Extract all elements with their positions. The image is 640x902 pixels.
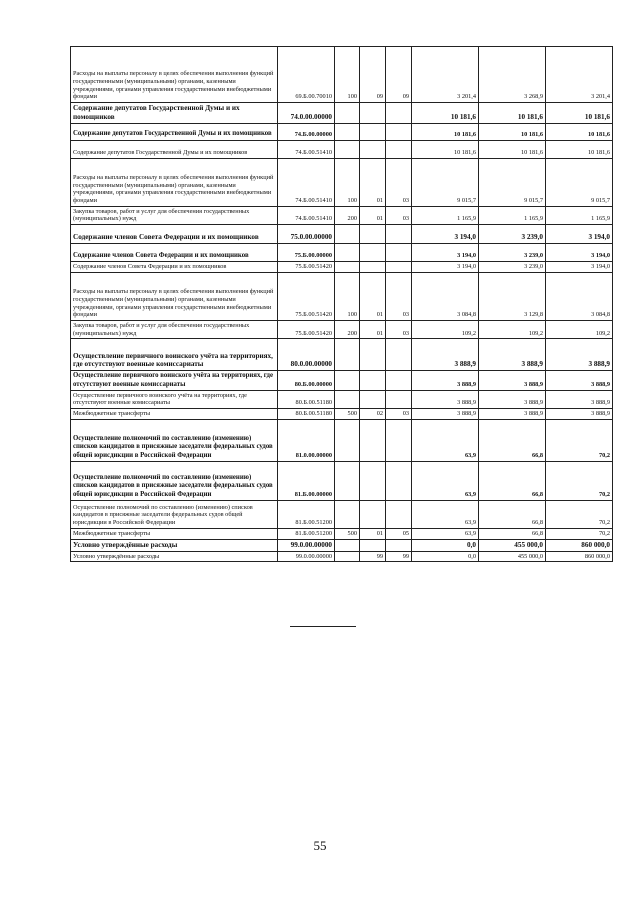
expense-name-cell: Межбюджетные трансферты [71,528,278,539]
amount-year-1-cell: 3 194,0 [412,261,479,272]
amount-year-3-cell: 860 000,0 [546,539,613,551]
subsection-cell [386,261,412,272]
target-article-code-cell: 75.Б.00.00000 [278,243,335,261]
target-article-code-cell: 80.0.00.00000 [278,339,335,371]
table-row [71,224,613,243]
expense-name-cell: Содержание депутатов Государственной Думы и их помощников [71,103,278,124]
section-cell [360,461,386,500]
expense-type-cell [335,140,360,158]
expense-name-cell: Содержание членов Совета Федерации и их помощников [71,261,278,272]
table-row [71,243,613,261]
expense-type-cell [335,243,360,261]
expense-type-cell [335,461,360,500]
expense-type-cell: 500 [335,409,360,420]
amount-year-1-cell: 10 181,6 [412,123,479,140]
amount-year-3-cell: 3 194,0 [546,261,613,272]
amount-year-2-cell: 3 239,0 [479,261,546,272]
subsection-cell [386,103,412,124]
target-article-code-cell: 81.0.00.00000 [278,419,335,461]
expense-name-cell: Содержание депутатов Государственной Думы и их помощников [71,123,278,140]
table-row [71,390,613,408]
section-cell [360,224,386,243]
section-cell: 01 [360,272,386,320]
table-row [71,272,613,320]
amount-year-3-cell: 70,2 [546,500,613,528]
target-article-code-cell: 74.Б.00.51410 [278,206,335,224]
table-row [71,409,613,420]
amount-year-3-cell: 109,2 [546,320,613,338]
expense-type-cell [335,500,360,528]
amount-year-2-cell: 9 015,7 [479,158,546,206]
section-cell [360,371,386,391]
table-row [71,500,613,528]
amount-year-2-cell: 455 000,0 [479,551,546,562]
amount-year-2-cell: 1 165,9 [479,206,546,224]
amount-year-3-cell: 10 181,6 [546,103,613,124]
amount-year-2-cell: 455 000,0 [479,539,546,551]
table-row [71,320,613,338]
section-cell [360,243,386,261]
subsection-cell: 03 [386,158,412,206]
expense-name-cell: Осуществление полномочий по составлению (изменению) списков кандидатов в присяжные заседатели федеральных судов общей юрисдикции в Российской Федерации [71,419,278,461]
expense-type-cell [335,551,360,562]
section-cell: 01 [360,206,386,224]
target-article-code-cell: 74.0.00.00000 [278,103,335,124]
amount-year-1-cell: 63,9 [412,528,479,539]
amount-year-1-cell: 3 194,0 [412,243,479,261]
subsection-cell [386,243,412,261]
section-cell [360,140,386,158]
section-cell [360,123,386,140]
table-row [71,419,613,461]
subsection-cell [386,419,412,461]
amount-year-2-cell: 10 181,6 [479,123,546,140]
section-cell [360,339,386,371]
expense-name-cell: Осуществление полномочий по составлению (изменению) списков кандидатов в присяжные заседатели федеральных судов общей юрисдикции в Российской Федерации [71,500,278,528]
target-article-code-cell: 75.0.00.00000 [278,224,335,243]
amount-year-3-cell: 3 084,8 [546,272,613,320]
amount-year-1-cell: 3 888,9 [412,339,479,371]
amount-year-3-cell: 10 181,6 [546,140,613,158]
table-body [71,47,613,562]
amount-year-2-cell: 3 888,9 [479,409,546,420]
table-row [71,339,613,371]
amount-year-3-cell: 10 181,6 [546,123,613,140]
table-row [71,123,613,140]
amount-year-3-cell: 9 015,7 [546,158,613,206]
expense-type-cell: 100 [335,158,360,206]
expense-type-cell [335,419,360,461]
amount-year-2-cell: 109,2 [479,320,546,338]
amount-year-2-cell: 10 181,6 [479,103,546,124]
expense-name-cell: Расходы на выплаты персоналу в целях обеспечения выполнения функций государственными (муниципальными) органами, казенными учреждениями, органами управления государственными внебюджетными фондами [71,158,278,206]
footnote-rule [290,626,356,627]
target-article-code-cell: 81.Б.00.51200 [278,528,335,539]
amount-year-1-cell: 63,9 [412,461,479,500]
subsection-cell [386,371,412,391]
amount-year-1-cell: 10 181,6 [412,140,479,158]
target-article-code-cell: 99.0.00.00000 [278,539,335,551]
amount-year-1-cell: 9 015,7 [412,158,479,206]
amount-year-1-cell: 3 888,9 [412,409,479,420]
amount-year-2-cell: 3 888,9 [479,390,546,408]
table-row [71,206,613,224]
amount-year-2-cell: 66,8 [479,500,546,528]
expense-name-cell: Содержание депутатов Государственной Думы и их помощников [71,140,278,158]
amount-year-3-cell: 3 194,0 [546,224,613,243]
amount-year-2-cell: 3 888,9 [479,339,546,371]
expense-name-cell: Условно утверждённые расходы [71,551,278,562]
expense-name-cell: Осуществление первичного воинского учёта на территориях, где отсутствуют военные комиссариаты [71,371,278,391]
expense-name-cell: Расходы на выплаты персоналу в целях обеспечения выполнения функций государственными (муниципальными) органами, казенными учреждениями, органами управления государственными внебюджетными фондами [71,47,278,103]
target-article-code-cell: 81.Б.00.51200 [278,500,335,528]
amount-year-1-cell: 3 888,9 [412,390,479,408]
expense-type-cell: 100 [335,47,360,103]
target-article-code-cell: 74.Б.00.00000 [278,123,335,140]
subsection-cell [386,339,412,371]
page-number: 55 [313,838,327,853]
target-article-code-cell: 75.Б.00.51420 [278,272,335,320]
amount-year-1-cell: 0,0 [412,539,479,551]
expense-name-cell: Закупка товаров, работ и услуг для обеспечения государственных (муниципальных) нужд [71,320,278,338]
table-row [71,551,613,562]
expense-name-cell: Осуществление полномочий по составлению (изменению) списков кандидатов в присяжные заседатели федеральных судов общей юрисдикции в Российской Федерации [71,461,278,500]
amount-year-3-cell: 3 888,9 [546,409,613,420]
section-cell: 01 [360,320,386,338]
subsection-cell: 03 [386,409,412,420]
section-cell [360,539,386,551]
table-row [71,158,613,206]
expense-type-cell [335,539,360,551]
amount-year-1-cell: 109,2 [412,320,479,338]
section-cell: 01 [360,158,386,206]
subsection-cell: 99 [386,551,412,562]
amount-year-3-cell: 3 201,4 [546,47,613,103]
amount-year-2-cell: 66,8 [479,461,546,500]
expense-name-cell: Межбюджетные трансферты [71,409,278,420]
amount-year-3-cell: 860 000,0 [546,551,613,562]
amount-year-3-cell: 3 888,9 [546,339,613,371]
table-row [71,528,613,539]
expense-type-cell: 100 [335,272,360,320]
amount-year-1-cell: 3 084,8 [412,272,479,320]
table-row [71,461,613,500]
expense-name-cell: Закупка товаров, работ и услуг для обеспечения государственных (муниципальных) нужд [71,206,278,224]
amount-year-2-cell: 3 888,9 [479,371,546,391]
amount-year-2-cell: 66,8 [479,419,546,461]
section-cell [360,390,386,408]
subsection-cell [386,123,412,140]
subsection-cell [386,500,412,528]
table-row [71,539,613,551]
amount-year-1-cell: 10 181,6 [412,103,479,124]
expense-name-cell: Условно утверждённые расходы [71,539,278,551]
expense-name-cell: Расходы на выплаты персоналу в целях обеспечения выполнения функций государственными (муниципальными) органами, казенными учреждениями, органами управления государственными внебюджетными фондами [71,272,278,320]
subsection-cell: 03 [386,320,412,338]
section-cell [360,103,386,124]
amount-year-2-cell: 3 239,0 [479,224,546,243]
subsection-cell [386,539,412,551]
amount-year-1-cell: 0,0 [412,551,479,562]
amount-year-3-cell: 3 888,9 [546,390,613,408]
amount-year-3-cell: 70,2 [546,461,613,500]
table-row [71,140,613,158]
subsection-cell [386,390,412,408]
amount-year-3-cell: 70,2 [546,419,613,461]
target-article-code-cell: 69.Б.00.70010 [278,47,335,103]
subsection-cell: 03 [386,206,412,224]
amount-year-3-cell: 70,2 [546,528,613,539]
target-article-code-cell: 80.Б.00.51180 [278,409,335,420]
table-row [71,47,613,103]
target-article-code-cell: 81.Б.00.00000 [278,461,335,500]
amount-year-3-cell: 3 888,9 [546,371,613,391]
amount-year-2-cell: 3 239,0 [479,243,546,261]
section-cell [360,261,386,272]
target-article-code-cell: 74.Б.00.51410 [278,158,335,206]
table-row [71,103,613,124]
amount-year-1-cell: 1 165,9 [412,206,479,224]
target-article-code-cell: 80.Б.00.00000 [278,371,335,391]
expense-type-cell: 200 [335,320,360,338]
subsection-cell: 05 [386,528,412,539]
section-cell: 09 [360,47,386,103]
expense-type-cell: 500 [335,528,360,539]
amount-year-3-cell: 1 165,9 [546,206,613,224]
expense-type-cell: 200 [335,206,360,224]
amount-year-1-cell: 3 201,4 [412,47,479,103]
target-article-code-cell: 75.Б.00.51420 [278,320,335,338]
subsection-cell [386,140,412,158]
subsection-cell [386,461,412,500]
amount-year-1-cell: 63,9 [412,419,479,461]
expense-name-cell: Осуществление первичного воинского учёта на территориях, где отсутствуют военные комиссариаты [71,339,278,371]
amount-year-1-cell: 3 888,9 [412,371,479,391]
target-article-code-cell: 75.Б.00.51420 [278,261,335,272]
expense-type-cell [335,224,360,243]
section-cell: 02 [360,409,386,420]
amount-year-1-cell: 3 194,0 [412,224,479,243]
expense-type-cell [335,103,360,124]
amount-year-2-cell: 10 181,6 [479,140,546,158]
amount-year-2-cell: 66,8 [479,528,546,539]
expense-type-cell [335,371,360,391]
amount-year-1-cell: 63,9 [412,500,479,528]
subsection-cell: 03 [386,272,412,320]
target-article-code-cell: 80.Б.00.51180 [278,390,335,408]
amount-year-2-cell: 3 268,9 [479,47,546,103]
subsection-cell: 09 [386,47,412,103]
amount-year-2-cell: 3 129,8 [479,272,546,320]
section-cell: 01 [360,528,386,539]
expense-name-cell: Осуществление первичного воинского учёта на территориях, где отсутствуют военные комиссариаты [71,390,278,408]
subsection-cell [386,224,412,243]
expense-type-cell [335,123,360,140]
amount-year-3-cell: 3 194,0 [546,243,613,261]
section-cell [360,500,386,528]
budget-table [70,46,613,562]
section-cell: 99 [360,551,386,562]
table-row [71,261,613,272]
target-article-code-cell: 74.Б.00.51410 [278,140,335,158]
expense-type-cell [335,261,360,272]
expense-type-cell [335,339,360,371]
section-cell [360,419,386,461]
expense-name-cell: Содержание членов Совета Федерации и их помощников [71,224,278,243]
expense-type-cell [335,390,360,408]
table-row [71,371,613,391]
expense-name-cell: Содержание членов Совета Федерации и их помощников [71,243,278,261]
target-article-code-cell: 99.0.00.00000 [278,551,335,562]
